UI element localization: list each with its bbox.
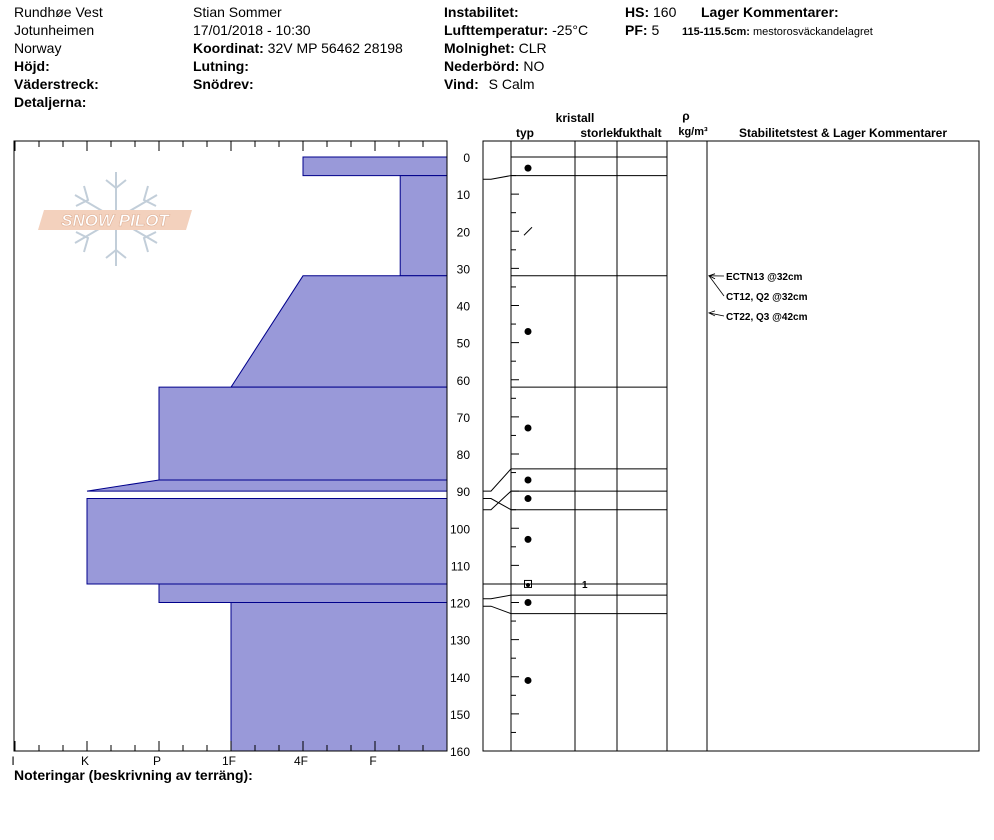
y-tick-label: 100 (449, 522, 470, 537)
hardness-profile (87, 157, 447, 751)
observation-datetime: 17/01/2018 - 10:30 (193, 22, 311, 38)
airtemp-label: Lufttemperatur: (444, 22, 549, 38)
country-name: Norway (14, 40, 62, 56)
y-tick-label: 130 (449, 633, 470, 648)
layer-comment-range: 115-115.5cm: (682, 26, 750, 38)
grain-rounded-icon (525, 495, 532, 502)
aspect-label: Väderstreck: (14, 76, 99, 92)
stability-arrow-1 (709, 276, 724, 296)
col-header-stability: Stabilitetstest & Lager Kommentarer (738, 126, 948, 140)
x-tick-label: 4F (293, 754, 309, 768)
sky-label: Molnighet: (444, 40, 515, 56)
y-tick-label: 60 (456, 373, 470, 388)
hs-value: 160 (653, 4, 677, 20)
precip-value: NO (523, 58, 545, 74)
pf-label: PF: (625, 22, 648, 38)
grain-rounded-icon (525, 536, 532, 543)
region-name: Jotunheimen (14, 22, 95, 38)
hardness-layer-7 (231, 603, 447, 752)
precip-label: Nederbörd: (444, 58, 520, 74)
sky-value: CLR (518, 40, 547, 56)
instability-label: Instabilitet: (444, 4, 519, 20)
y-tick-label: 80 (456, 448, 470, 462)
y-tick-label: 40 (456, 299, 470, 314)
airtemp-value: -25°C (552, 22, 589, 38)
grain-rounded-icon (525, 677, 532, 684)
y-tick-label: 160 (449, 745, 470, 759)
coordinate-label: Koordinat: (193, 40, 264, 56)
x-tick-label: I (11, 754, 15, 768)
grain-rounded-icon (525, 328, 532, 335)
y-tick-label: 20 (456, 225, 470, 240)
stability-test-label-0: ECTN13 @32cm (726, 272, 803, 283)
observer-name: Stian Sommer (193, 4, 282, 20)
boundary-connector-6 (483, 606, 511, 613)
logo-text: SNOW PILOT (61, 211, 169, 230)
hardness-layer-3 (159, 387, 447, 480)
grain-rounded-icon (525, 165, 532, 172)
grain-rounded-icon (525, 476, 532, 483)
col-header-moisture: fukthalt (618, 126, 662, 140)
y-tick-label: 50 (456, 336, 470, 351)
details-label: Detaljerna: (14, 94, 87, 110)
y-tick-label: 90 (456, 485, 470, 500)
slope-label: Lutning: (193, 58, 249, 74)
location-name: Rundhøe Vest (14, 4, 103, 20)
y-tick-label: 150 (449, 707, 470, 722)
grain-precipitation-icon (524, 227, 532, 235)
x-tick-label: K (80, 754, 90, 768)
x-tick-label: 1F (221, 754, 237, 768)
stability-test-label-2: CT22, Q3 @42cm (726, 312, 808, 323)
wind-value: S Calm (488, 76, 535, 92)
hardness-layer-2 (231, 276, 447, 387)
pf-value: 5 (651, 22, 660, 38)
boundary-connector-0 (483, 176, 511, 180)
grain-faceted-dot-icon (526, 583, 530, 587)
y-tick-label: 110 (450, 559, 470, 574)
hardness-layer-5 (87, 499, 447, 584)
col-header-type: typ (516, 126, 534, 140)
stability-test-label-1: CT12, Q2 @32cm (726, 292, 808, 303)
col-header-rho: ρ (682, 109, 690, 123)
col-header-density-unit: kg/m³ (678, 126, 708, 138)
y-tick-label: 10 (456, 188, 470, 203)
chart-grid (483, 141, 979, 751)
grain-rounded-icon (525, 599, 532, 606)
x-tick-label: F (369, 754, 377, 768)
layer-comment-text: mestorosväckandelagret (752, 26, 873, 38)
boundary-connector-1 (483, 469, 511, 491)
col-header-size: storlek (580, 126, 620, 140)
hardness-layer-4 (87, 480, 447, 491)
y-tick-label: 30 (456, 262, 470, 277)
y-tick-label: 70 (456, 410, 470, 425)
grain-type-column (524, 165, 588, 684)
y-tick-label: 140 (449, 670, 470, 685)
notes-label: Noteringar (beskrivning av terräng): (14, 767, 253, 783)
grain-size-label: 1 (582, 579, 588, 591)
wind-label: Vind: (444, 76, 479, 92)
elevation-label: Höjd: (14, 58, 50, 74)
snowpilot-logo (38, 172, 192, 266)
grain-rounded-icon (525, 425, 532, 432)
layer-comments-title: Lager Kommentarer: (701, 4, 839, 20)
col-header-crystal: kristall (555, 111, 595, 125)
layer-table-frame (483, 141, 979, 751)
hardness-layer-0 (303, 157, 447, 176)
stability-arrowhead-1 (709, 274, 715, 279)
stability-test-column (709, 272, 808, 323)
coordinate-value: 32V MP 56462 28198 (267, 40, 403, 56)
drift-label: Snödrev: (193, 76, 254, 92)
y-tick-label: 120 (449, 596, 470, 611)
x-tick-label: P (152, 754, 162, 768)
hardness-layer-6 (159, 584, 447, 603)
hardness-layer-1 (400, 176, 447, 276)
y-tick-label: 0 (463, 151, 470, 165)
hs-label: HS: (625, 4, 650, 20)
boundary-connector-5 (483, 595, 511, 599)
